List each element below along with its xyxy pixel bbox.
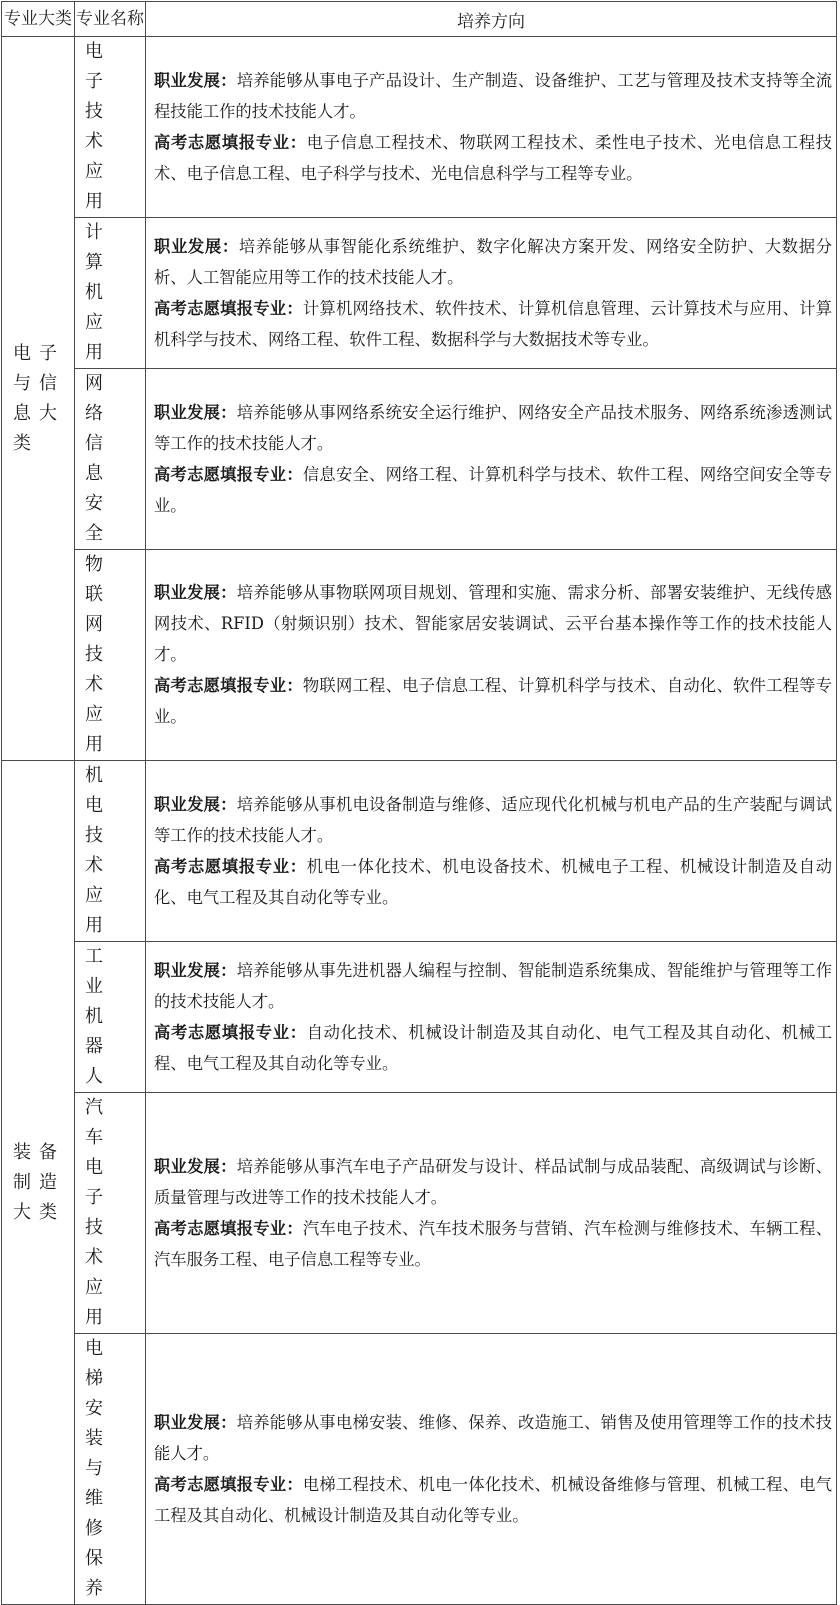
- major-direction: [146, 550, 837, 761]
- header-category: 专业大类: [2, 2, 75, 37]
- career-label: 职业发展：: [154, 402, 237, 422]
- career-text: 培养能够从事电子产品设计、生产制造、设备维护、工艺与管理及技术支持等全流程技能工作的技术技能人才。: [154, 70, 832, 121]
- gaokao-label: 高考志愿填报专业：: [154, 464, 303, 484]
- gaokao-label: 高考志愿填报专业：: [154, 856, 307, 876]
- career-text: 培养能够从事机电设备制造与维修、适应现代化机械与机电产品的生产装配与调试等工作的技术技能人才。: [154, 794, 832, 845]
- career-text: 培养能够从事物联网项目规划、管理和实施、需求分析、部署安装维护、无线传感网技术、RFID（射频识别）技术、智能家居安装调试、云平台基本操作等工作的技术技能人才。: [154, 583, 832, 664]
- gaokao-label: 高考志愿填报专业：: [154, 1218, 303, 1238]
- career-label: 职业发展：: [154, 794, 237, 814]
- category-electronics: 电子与信息大类: [2, 37, 75, 761]
- career-text: 培养能够从事先进机器人编程与控制、智能制造系统集成、智能维护与管理等工作的技术技能人才。: [154, 960, 832, 1011]
- major-name: 电子技术应用: [75, 37, 146, 218]
- gaokao-label: 高考志愿填报专业：: [154, 132, 307, 152]
- table-row: [2, 218, 837, 369]
- table-row: [2, 37, 837, 218]
- table-row: [2, 1334, 837, 1605]
- table-row: [2, 942, 837, 1093]
- major-table: [1, 1, 837, 1605]
- category-equipment: 装备制造大类: [2, 761, 75, 1605]
- career-label: 职业发展：: [154, 70, 237, 90]
- major-name: 计算机应用: [75, 218, 146, 369]
- major-direction: [146, 942, 837, 1093]
- career-label: 职业发展：: [154, 236, 239, 256]
- gaokao-text: 机电一体化技术、机电设备技术、机械电子工程、机械设计制造及自动化、电气工程及其自动化等专业。: [154, 856, 832, 907]
- major-direction: [146, 369, 837, 550]
- table-row: [2, 550, 837, 761]
- career-text: 培养能够从事网络系统安全运行维护、网络安全产品技术服务、网络系统渗透测试等工作的技术技能人才。: [154, 402, 832, 453]
- gaokao-text: 汽车电子技术、汽车技术服务与营销、汽车检测与维修技术、车辆工程、汽车服务工程、电子信息工程等专业。: [154, 1218, 832, 1269]
- gaokao-label: 高考志愿填报专业：: [154, 676, 303, 695]
- header-name: 专业名称: [75, 2, 146, 37]
- major-direction: [146, 1334, 837, 1605]
- major-direction: [146, 761, 837, 942]
- major-direction: [146, 218, 837, 369]
- gaokao-label: 高考志愿填报专业：: [154, 1022, 307, 1042]
- gaokao-text: 物联网工程、电子信息工程、计算机科学与技术、自动化、软件工程等专业。: [154, 676, 832, 726]
- career-text: 培养能够从事电梯安装、维修、保养、改造施工、销售及使用管理等工作的技术技能人才。: [154, 1412, 832, 1463]
- gaokao-text: 电子信息工程技术、物联网工程技术、柔性电子技术、光电信息工程技术、电子信息工程、电子科学与技术、光电信息科学与工程等专业。: [154, 132, 832, 183]
- table-row: [2, 761, 837, 942]
- career-label: 职业发展：: [154, 1412, 237, 1432]
- major-name: 工业机器人: [75, 942, 146, 1093]
- major-name: 物联网技术应用: [75, 550, 146, 761]
- major-direction: [146, 1093, 837, 1334]
- major-direction: [146, 37, 837, 218]
- gaokao-label: 高考志愿填报专业：: [154, 298, 303, 318]
- table-row: [2, 369, 837, 550]
- major-name: 电梯安装与维修保养: [75, 1334, 146, 1605]
- major-name: 机电技术应用: [75, 761, 146, 942]
- gaokao-text: 自动化技术、机械设计制造及其自动化、电气工程及其自动化、机械工程、电气工程及其自动化等专业。: [154, 1022, 832, 1073]
- gaokao-label: 高考志愿填报专业：: [154, 1474, 303, 1494]
- career-label: 职业发展：: [154, 1156, 237, 1176]
- major-name: 网络信息安全: [75, 369, 146, 550]
- major-name: 汽车电子技术应用: [75, 1093, 146, 1334]
- header-row: [2, 2, 837, 37]
- table-row: [2, 1093, 837, 1334]
- gaokao-text: 电梯工程技术、机电一体化技术、机械设备维修与管理、机械工程、电气工程及其自动化、机械设计制造及其自动化等专业。: [154, 1474, 832, 1525]
- header-direction: 培养方向: [146, 2, 837, 37]
- career-text: 培养能够从事汽车电子产品研发与设计、样品试制与成品装配、高级调试与诊断、质量管理与改进等工作的技术技能人才。: [154, 1156, 832, 1207]
- gaokao-text: 信息安全、网络工程、计算机科学与技术、软件工程、网络空间安全等专业。: [154, 464, 832, 515]
- career-label: 职业发展：: [154, 960, 237, 980]
- career-text: 培养能够从事智能化系统维护、数字化解决方案开发、网络安全防护、大数据分析、人工智能应用等工作的技术技能人才。: [154, 236, 832, 287]
- career-label: 职业发展：: [154, 583, 237, 602]
- gaokao-text: 计算机网络技术、软件技术、计算机信息管理、云计算技术与应用、计算机科学与技术、网络工程、软件工程、数据科学与大数据技术等专业。: [154, 298, 832, 349]
